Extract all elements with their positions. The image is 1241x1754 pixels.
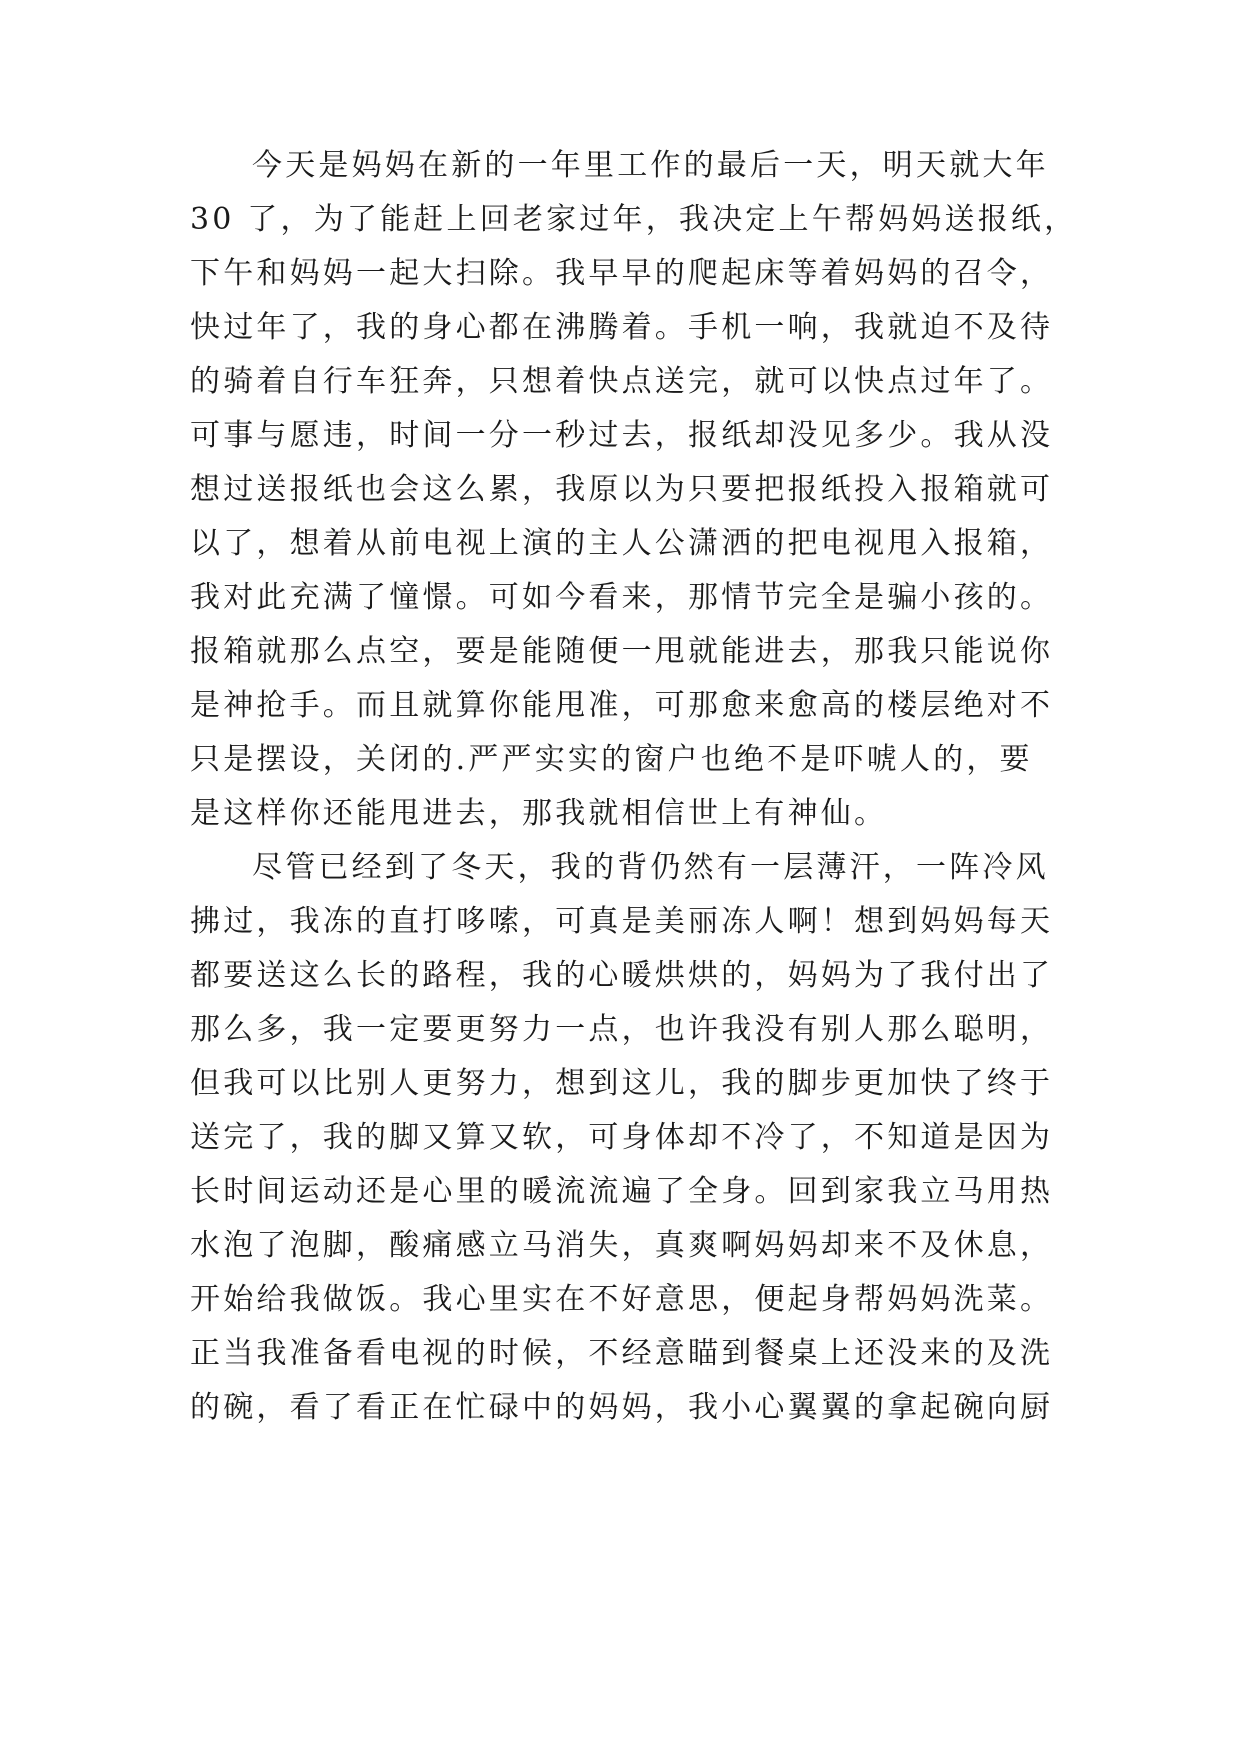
text-line: 可事与愿违，时间一分一秒过去，报纸却没见多少。我从没 (190, 418, 1054, 453)
text-line: 但我可以比别人更努力，想到这儿，我的脚步更加快了终于 (190, 1066, 1054, 1101)
text-line: 我对此充满了憧憬。可如今看来，那情节完全是骗小孩的。 (190, 580, 1054, 615)
text-line: 拂过，我冻的直打哆嗦，可真是美丽冻人啊！想到妈妈每天 (190, 904, 1054, 939)
text-line: 是这样你还能甩进去，那我就相信世上有神仙。 (190, 796, 888, 831)
text-line: 都要送这么长的路程，我的心暖烘烘的，妈妈为了我付出了 (190, 958, 1054, 993)
text-line: 30 了，为了能赶上回老家过年，我决定上午帮妈妈送报纸， (190, 202, 1078, 237)
text-line: 送完了，我的脚又算又软，可身体却不冷了，不知道是因为 (190, 1120, 1054, 1155)
text-line: 那么多，我一定要更努力一点，也许我没有别人那么聪明， (190, 1012, 1054, 1047)
text-line: 今天是妈妈在新的一年里工作的最后一天，明天就大年 (252, 148, 1049, 183)
text-line: 正当我准备看电视的时候，不经意瞄到餐桌上还没来的及洗 (190, 1336, 1054, 1371)
text-line: 的骑着自行车狂奔，只想着快点送完，就可以快点过年了。 (190, 364, 1054, 399)
text-line: 报箱就那么点空，要是能随便一甩就能进去，那我只能说你 (190, 634, 1054, 669)
text-line: 想过送报纸也会这么累，我原以为只要把报纸投入报箱就可 (190, 472, 1054, 507)
text-line: 水泡了泡脚，酸痛感立马消失，真爽啊妈妈却来不及休息， (190, 1228, 1054, 1263)
text-line: 是神抢手。而且就算你能甩准，可那愈来愈高的楼层绝对不 (190, 688, 1054, 723)
text-line: 的碗，看了看正在忙碌中的妈妈，我小心翼翼的拿起碗向厨 (190, 1390, 1054, 1425)
text-line: 以了，想着从前电视上演的主人公潇洒的把电视甩入报箱， (190, 526, 1054, 561)
text-line: 下午和妈妈一起大扫除。我早早的爬起床等着妈妈的召令， (190, 256, 1054, 291)
text-line: 快过年了，我的身心都在沸腾着。手机一响，我就迫不及待 (190, 310, 1054, 345)
text-line: 长时间运动还是心里的暖流流遍了全身。回到家我立马用热 (190, 1174, 1054, 1209)
text-line: 只是摆设，关闭的.严严实实的窗户也绝不是吓唬人的，要 (190, 742, 1033, 777)
text-line: 尽管已经到了冬天，我的背仍然有一层薄汗，一阵冷风 (252, 850, 1049, 885)
text-line: 开始给我做饭。我心里实在不好意思，便起身帮妈妈洗菜。 (190, 1282, 1054, 1317)
